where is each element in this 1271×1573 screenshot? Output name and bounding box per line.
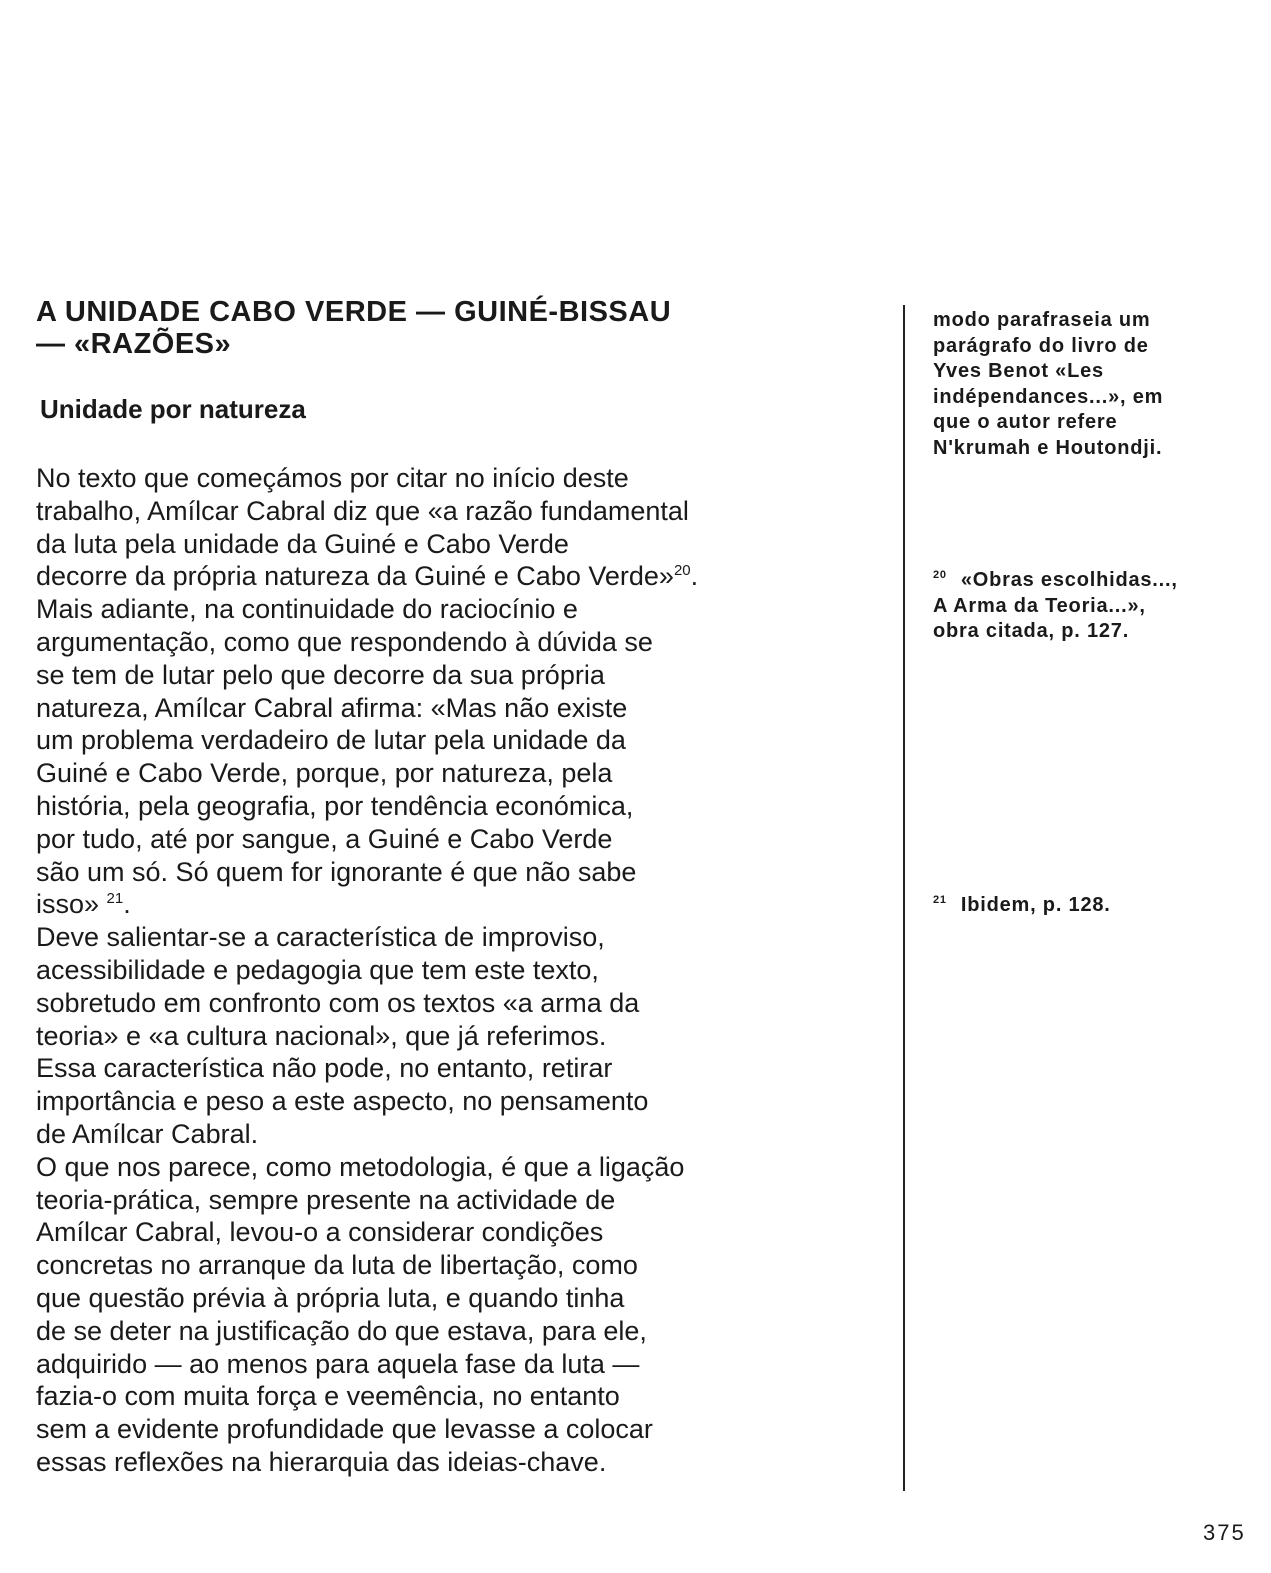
text-line: Guiné e Cabo Verde, porque, por natureza, pela — [36, 758, 613, 789]
text-line: história, pela geografia, por tendência económica, — [36, 790, 634, 821]
text-line: de Amílcar Cabral. — [36, 1118, 259, 1149]
text-line: Mais adiante, na continuidade do raciocínio e — [36, 594, 578, 625]
text-line: fazia-o com muita força e veemência, no entanto — [36, 1381, 620, 1412]
text-line: essas reflexões na hierarquia das ideias-chave. — [36, 1446, 607, 1477]
text-line: de se deter na justificação do que estava, para ele, — [36, 1315, 647, 1346]
text-line: adquirido — ao menos para aquela fase da luta — — [36, 1348, 640, 1379]
footnote-text: Ibidem, p. 128. — [960, 894, 1111, 916]
sidenote-line: parágrafo do livro de — [933, 334, 1149, 357]
text-line: O que nos parece, como metodologia, é que a ligação — [36, 1151, 685, 1182]
sidenote-line — [933, 893, 1243, 919]
text-line: acessibilidade e pedagogia que tem este texto, — [36, 954, 599, 985]
text-line: são um só. Só quem for ignorante é que não sabe — [36, 856, 637, 887]
sidenote-line — [933, 568, 1243, 594]
sidenote-line: Yves Benot «Les — [933, 360, 1104, 382]
heading-line: A UNIDADE CABO VERDE — GUINÉ-BISSAU — [36, 296, 672, 328]
text-line: teoria» e «a cultura nacional», que já referimos. — [36, 1020, 607, 1051]
text-line: decorre da própria natureza da Guiné e Cabo Verde»$^{20}$. — [36, 561, 699, 592]
text-line: por tudo, até por sangue, a Guiné e Cabo Verde — [36, 823, 613, 854]
chapter-heading — [36, 296, 896, 360]
section-subheading: Unidade por natureza — [40, 394, 306, 424]
text-line-content: decorre da própria natureza da Guiné e Cabo Verde» — [36, 561, 674, 592]
text-line: sobretudo em confronto com os textos «a arma da — [36, 987, 640, 1018]
text-line: importância e peso a este aspecto, no pensamento — [36, 1086, 649, 1117]
text-line: concretas no arranque da luta de libertação, como — [36, 1250, 638, 1281]
text-line: um problema verdadeiro de lutar pela unidade da — [36, 725, 626, 756]
text-line: Amílcar Cabral, levou-o a considerar condições — [36, 1217, 604, 1248]
text-line: teoria-prática, sempre presente na actividade de — [36, 1184, 616, 1215]
sidenote-line: que o autor refere — [933, 411, 1118, 433]
text-line: se tem de lutar pelo que decorre da sua própria — [36, 659, 605, 690]
text-line: Essa característica não pode, no entanto, retirar — [36, 1053, 613, 1084]
text-line: argumentação, como que respondendo à dúvida se — [36, 626, 653, 657]
sidenote-line: A Arma da Teoria...», — [933, 594, 1146, 617]
text-line: sem a evidente profundidade que levasse a colocar — [36, 1414, 653, 1445]
footnote-number: 21 — [933, 894, 947, 907]
text-line: da luta pela unidade da Guiné e Cabo Verde — [36, 528, 569, 559]
paragraph-1 — [36, 462, 896, 921]
footnote-21 — [933, 893, 1243, 919]
paragraph-2 — [36, 921, 896, 1151]
footnote-ref-20[interactable]: 20 — [673, 562, 691, 580]
paragraph-3 — [36, 1151, 896, 1479]
sidenote-line: N'krumah e Houtondji. — [933, 436, 1163, 459]
heading-line: — «RAZÕES» — [36, 328, 232, 360]
footnote-ref-21[interactable]: 21 — [106, 890, 124, 908]
text-line: trabalho, Amílcar Cabral diz que «a razão fundamental — [36, 495, 689, 526]
page-number: 375 — [1203, 1520, 1246, 1545]
text-line: isso» $^{21}$. — [36, 889, 131, 920]
sidenote-line: indépendances...», em — [933, 385, 1164, 408]
footnote-text: «Obras escolhidas..., — [960, 569, 1178, 591]
text-line-content: isso» — [36, 889, 100, 920]
text-line: Deve salientar-se a característica de improviso, — [36, 922, 605, 953]
text-line: natureza, Amílcar Cabral afirma: «Mas não existe — [36, 692, 628, 723]
text-line: No texto que começámos por citar no início deste — [36, 463, 629, 493]
sidenote-line: modo parafraseia um — [933, 309, 1151, 331]
text-line: que questão prévia à própria luta, e quando tinha — [36, 1282, 625, 1313]
footnote-number: 20 — [933, 569, 947, 582]
footnote-20 — [933, 568, 1243, 645]
main-column — [36, 296, 896, 1479]
sidenote-line: obra citada, p. 127. — [933, 620, 1130, 642]
sidenote-continued — [933, 308, 1243, 461]
column-divider — [903, 305, 905, 1491]
